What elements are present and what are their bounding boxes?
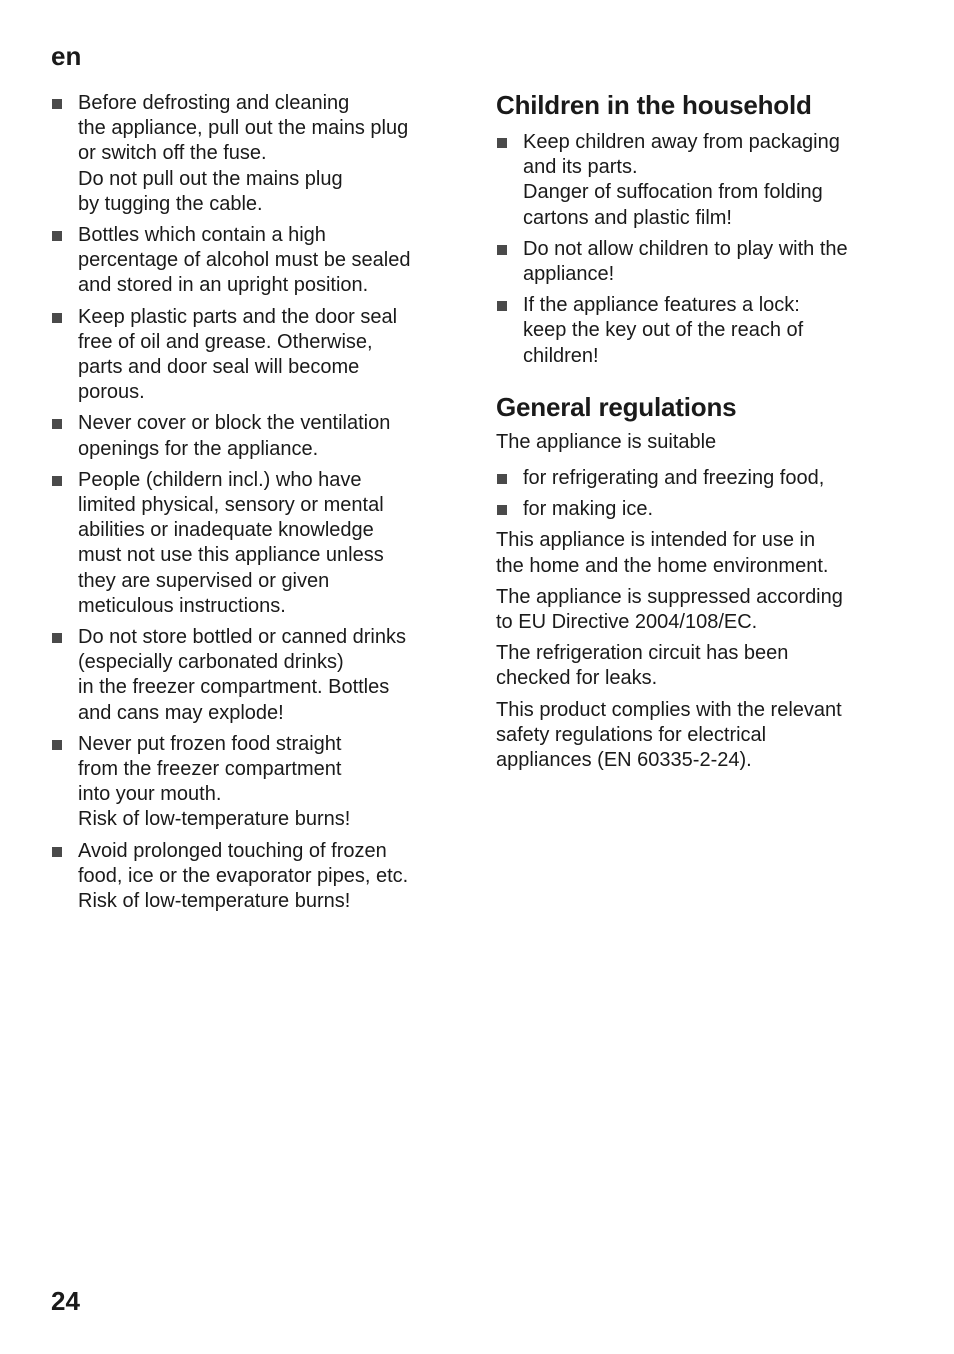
list-item-text	[78, 91, 461, 217]
list-item-text	[523, 293, 901, 369]
bullet-square-icon	[497, 474, 507, 484]
text-line: This product complies with the relevant	[496, 698, 842, 721]
text-line: The refrigeration circuit has been	[496, 642, 789, 665]
bullet-square-icon	[497, 245, 507, 255]
list-item-text	[78, 468, 461, 619]
list-item	[496, 293, 901, 369]
text-line: People (childern incl.) who have	[78, 468, 362, 491]
list-item-text	[78, 305, 461, 406]
text-line: Avoid prolonged touching of frozen	[78, 839, 387, 862]
text-line: limited physical, sensory or mental	[78, 494, 384, 517]
text-line: Risk of low-temperature burns!	[78, 890, 351, 913]
text-line: for refrigerating and freezing food,	[523, 467, 825, 490]
right-column	[496, 88, 901, 779]
list-item	[496, 237, 901, 287]
text-line: from the freezer compartment	[78, 758, 342, 781]
text-line: keep the key out of the reach of	[523, 319, 804, 342]
text-line: Do not pull out the mains plug	[78, 167, 343, 190]
list-item	[51, 625, 461, 726]
paragraph	[496, 698, 901, 774]
list-item	[51, 91, 461, 217]
list-item	[51, 839, 461, 915]
text-line: openings for the appliance.	[78, 437, 319, 460]
text-line: the home and the home environment.	[496, 554, 829, 577]
text-line: the appliance, pull out the mains plug	[78, 117, 409, 140]
list-item-text	[523, 130, 901, 231]
text-line: This appliance is intended for use in	[496, 529, 816, 552]
paragraph	[496, 528, 901, 578]
general-bullet-list	[496, 466, 901, 522]
text-line: by tugging the cable.	[78, 192, 263, 215]
bullet-square-icon	[497, 505, 507, 515]
text-line: in the freezer compartment. Bottles	[78, 676, 390, 699]
bullet-square-icon	[52, 740, 62, 750]
paragraph	[496, 641, 901, 691]
bullet-square-icon	[52, 99, 62, 109]
text-line: appliances (EN 60335-2-24).	[496, 749, 752, 772]
text-line: and cans may explode!	[78, 701, 284, 724]
paragraph	[496, 585, 901, 635]
text-line: cartons and plastic film!	[523, 206, 732, 229]
list-item-text	[523, 497, 901, 522]
list-item	[51, 223, 461, 299]
bullet-square-icon	[52, 231, 62, 241]
text-line: free of oil and grease. Otherwise,	[78, 330, 373, 353]
text-line: appliance!	[523, 263, 615, 286]
list-item-text	[78, 839, 461, 915]
text-line: Keep plastic parts and the door seal	[78, 305, 398, 328]
general-regulations-heading: General regulations	[496, 391, 737, 422]
text-line: Danger of suffocation from folding	[523, 181, 823, 204]
list-item-text	[78, 625, 461, 726]
text-line: food, ice or the evaporator pipes, etc.	[78, 864, 409, 887]
general-paragraphs	[496, 528, 901, 773]
list-item-text	[523, 466, 901, 491]
text-line: safety regulations for electrical	[496, 723, 767, 746]
text-line: meticulous instructions.	[78, 594, 286, 617]
list-item	[51, 468, 461, 619]
text-line: porous.	[78, 381, 145, 404]
text-line: percentage of alcohol must be sealed	[78, 249, 411, 272]
bullet-square-icon	[52, 419, 62, 429]
text-line: or switch off the fuse.	[78, 142, 267, 165]
list-item	[496, 497, 901, 522]
bullet-square-icon	[52, 476, 62, 486]
bullet-square-icon	[52, 847, 62, 857]
list-item	[496, 130, 901, 231]
text-line: must not use this appliance unless	[78, 544, 384, 567]
text-line: they are supervised or given	[78, 569, 330, 592]
page-number: 24	[51, 1286, 80, 1316]
children-bullet-list	[496, 130, 901, 369]
bullet-square-icon	[52, 633, 62, 643]
text-line: abilities or inadequate knowledge	[78, 519, 374, 542]
text-line: Do not allow children to play with the	[523, 237, 848, 260]
list-item-text	[78, 223, 461, 299]
general-intro-text: The appliance is suitable	[496, 430, 717, 453]
text-line: checked for leaks.	[496, 667, 658, 690]
list-item-text	[523, 237, 901, 287]
text-line: Keep children away from packaging	[523, 131, 840, 153]
language-label: en	[51, 41, 82, 71]
text-line: for making ice.	[523, 498, 654, 521]
text-line: (especially carbonated drinks)	[78, 651, 344, 674]
text-line: Do not store bottled or canned drinks	[78, 626, 406, 649]
text-line: to EU Directive 2004/108/EC.	[496, 611, 758, 634]
safety-bullet-list	[51, 91, 461, 914]
text-line: and stored in an upright position.	[78, 274, 369, 297]
text-line: into your mouth.	[78, 783, 222, 806]
bullet-square-icon	[497, 138, 507, 148]
text-line: The appliance is suppressed according	[496, 585, 843, 608]
text-line: and its parts.	[523, 156, 638, 179]
bullet-square-icon	[52, 313, 62, 323]
text-line: parts and door seal will become	[78, 356, 360, 379]
list-item	[51, 411, 461, 461]
text-line: children!	[523, 344, 599, 367]
text-line: Risk of low-temperature burns!	[78, 808, 351, 831]
text-line: Before defrosting and cleaning	[78, 92, 350, 114]
children-section-heading: Children in the household	[496, 90, 812, 120]
list-item	[51, 732, 461, 833]
text-line: Bottles which contain a high	[78, 224, 326, 247]
text-line: Never put frozen food straight	[78, 732, 342, 755]
bullet-square-icon	[497, 301, 507, 311]
list-item	[51, 305, 461, 406]
safety-instructions-column	[51, 91, 461, 920]
list-item	[496, 466, 901, 491]
text-line: If the appliance features a lock:	[523, 294, 800, 317]
list-item-text	[78, 732, 461, 833]
list-item-text	[78, 411, 461, 461]
text-line: Never cover or block the ventilation	[78, 412, 391, 435]
